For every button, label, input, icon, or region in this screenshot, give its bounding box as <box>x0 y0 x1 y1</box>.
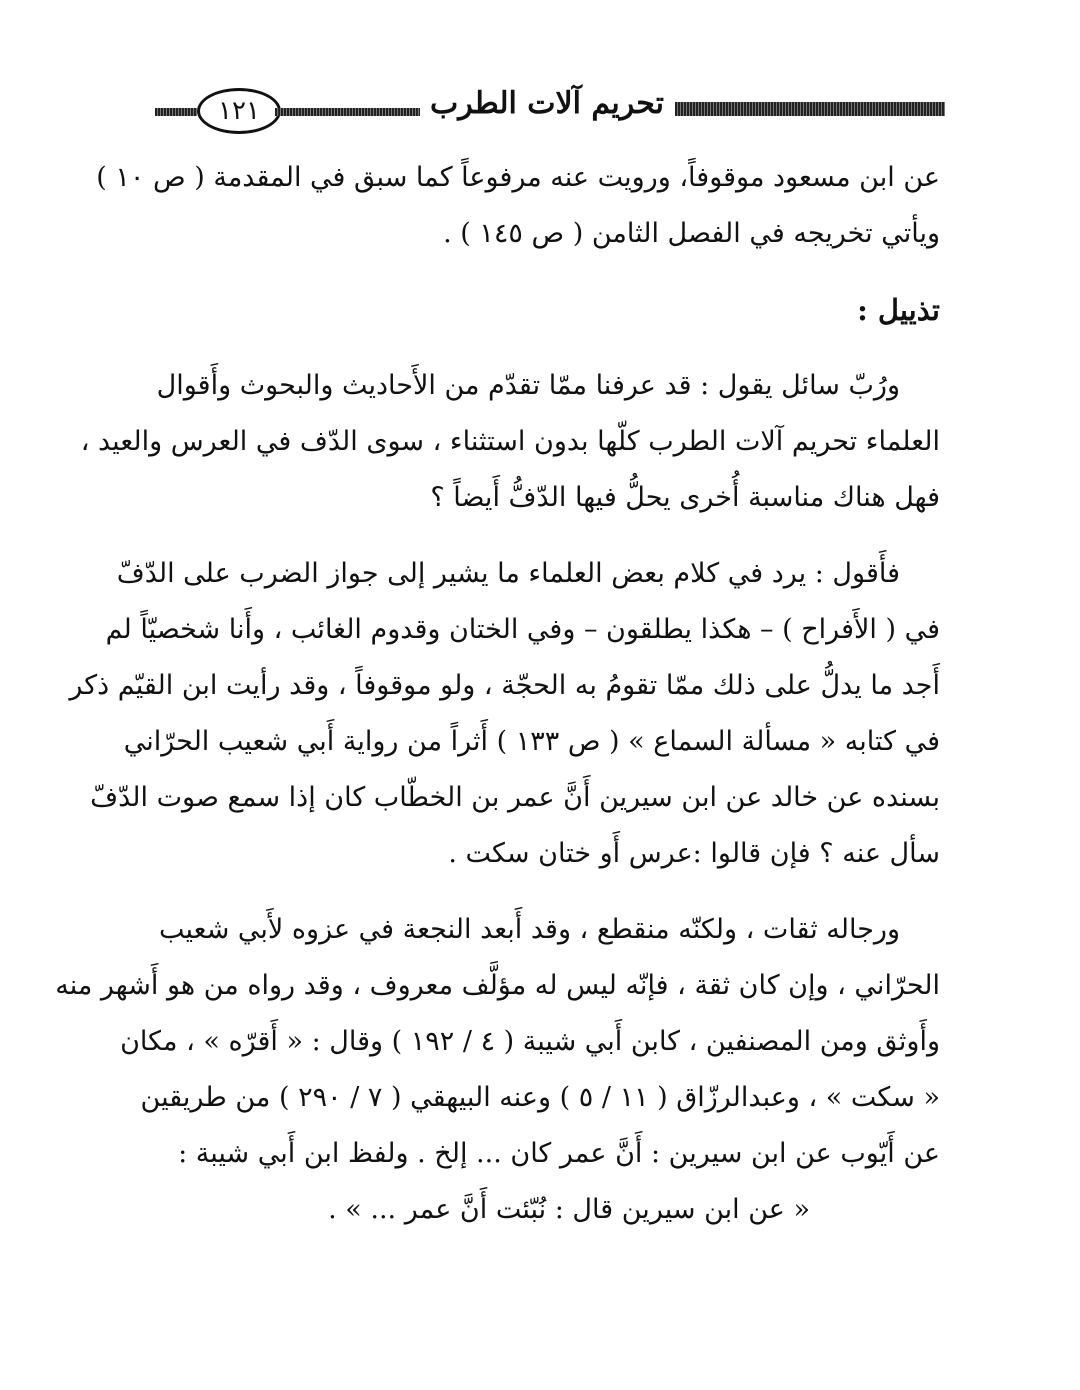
text-line: ورُبّ سائل يقول : قد عرفنا ممّا تقدّم من الأَحاديث والبحوث وأَقوال <box>156 370 900 401</box>
header-rule-left <box>155 108 197 116</box>
running-title: تحريم آلات الطرب <box>429 86 665 121</box>
text-line: في ( الأَفراح ) – هكذا يطلقون – وفي الختان وقدوم الغائب ، وأَنا شخصيّاً لم <box>105 614 940 645</box>
text-line: وأَوثق ومن المصنفين ، كابن أَبي شيبة ( ٤ / ١٩٢ ) وقال : « أَقرّه » ، مكان <box>120 1026 940 1057</box>
text-line: ورجاله ثقات ، ولكنّه منقطع ، وقد أَبعد النجعة في عزوه لأَبي شعيب <box>159 914 900 945</box>
text-line: في كتابه « مسألة السماع » ( ص ١٣٣ ) أَثراً من رواية أَبي شعيب الحرّاني <box>123 726 940 757</box>
text-line: فهل هناك مناسبة أُخرى يحلُّ فيها الدّفُّ أَيضاً ؟ <box>430 482 940 513</box>
page-number: ١٢١ <box>197 88 281 134</box>
quotation-line: « عن ابن سيرين قال : نُبّئت أَنَّ عمر ... » . <box>328 1194 810 1225</box>
header-rule-right <box>675 102 945 116</box>
section-heading: تذييل : <box>857 293 940 327</box>
text-line: العلماء تحريم آلات الطرب كلّها بدون استثناء ، سوى الدّف في العرس والعيد ، <box>80 426 940 457</box>
page-header <box>155 80 945 140</box>
text-line: سأل عنه ؟ فإن قالوا :عرس أَو ختان سكت . <box>448 838 940 869</box>
text-line: الحرّاني ، وإن كان ثقة ، فإنّه ليس له مؤلَّف معروف ، وقد رواه من هو أَشهر منه <box>55 970 940 1001</box>
text-line: ويأتي تخريجه في الفصل الثامن ( ص ١٤٥ ) . <box>443 218 940 249</box>
text-line: أَجد ما يدلُّ على ذلك ممّا تقومُ به الحجّة ، ولو موقوفاً ، وقد رأيت ابن القيّم ذكر <box>69 670 940 701</box>
text-line: عن أَيّوب عن ابن سيرين : أَنَّ عمر كان ... إلخ . ولفظ ابن أَبي شيبة : <box>178 1138 940 1169</box>
text-line: عن ابن مسعود موقوفاً، ورويت عنه مرفوعاً كما سبق في المقدمة ( ص ١٠ ) <box>96 162 940 193</box>
text-line: فأَقول : يرد في كلام بعض العلماء ما يشير إلى جواز الضرب على الدّفّ <box>116 558 900 589</box>
page-body <box>55 150 940 1238</box>
text-line: بسنده عن خالد عن ابن سيرين أَنَّ عمر بن الخطّاب كان إذا سمع صوت الدّفّ <box>90 782 940 813</box>
header-rule-middle <box>275 108 420 116</box>
text-line: « سكت » ، وعبدالرزّاق ( ١١ / ٥ ) وعنه البيهقي ( ٧ / ٢٩٠ ) من طريقين <box>140 1082 940 1113</box>
